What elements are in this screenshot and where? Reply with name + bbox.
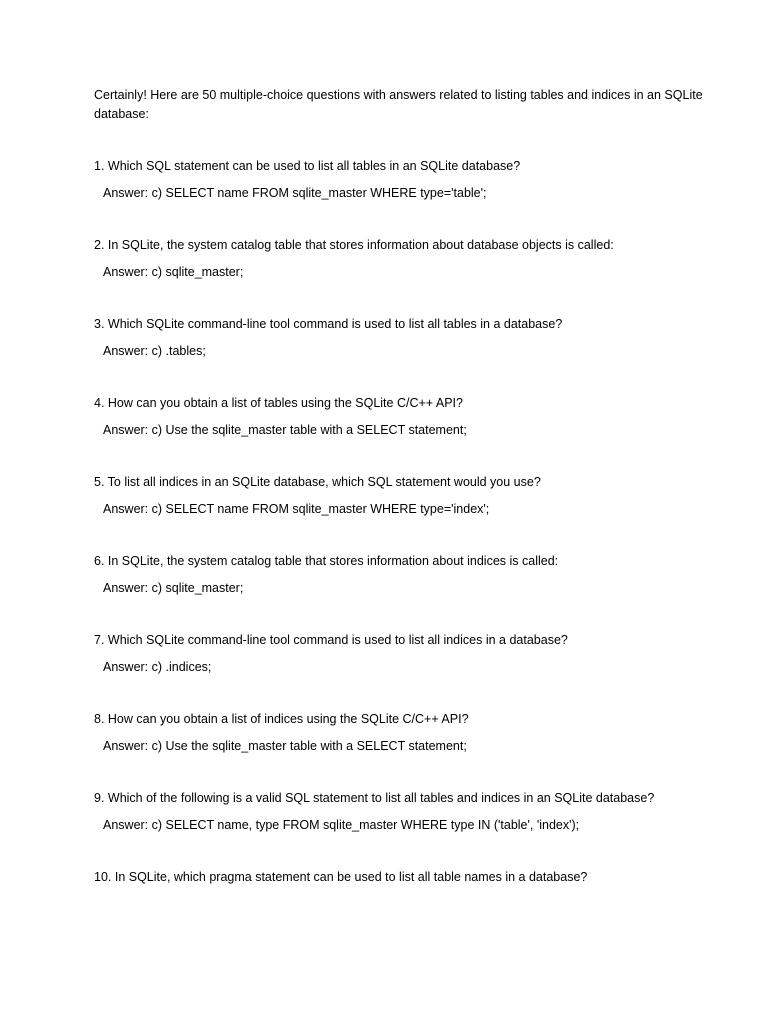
qa-item — [94, 157, 704, 203]
answer-text: Answer: c) Use the sqlite_master table with a SELECT statement; — [103, 739, 467, 753]
question-text: 2. In SQLite, the system catalog table that stores information about database objects is called: — [94, 238, 614, 252]
question-text: 9. Which of the following is a valid SQL statement to list all tables and indices in an SQLite database? — [94, 791, 655, 805]
question-text: 10. In SQLite, which pragma statement can be used to list all table names in a database? — [94, 870, 588, 884]
question-text: 5. To list all indices in an SQLite database, which SQL statement would you use? — [94, 475, 541, 489]
question-text: 4. How can you obtain a list of tables using the SQLite C/C++ API? — [94, 396, 463, 410]
qa-item — [94, 789, 704, 835]
qa-item — [94, 394, 704, 440]
answer-text: Answer: c) Use the sqlite_master table with a SELECT statement; — [103, 423, 467, 437]
qa-item — [94, 710, 704, 756]
question-text: 8. How can you obtain a list of indices using the SQLite C/C++ API? — [94, 712, 469, 726]
question-text: 7. Which SQLite command-line tool command is used to list all indices in a database? — [94, 633, 568, 647]
qa-item — [94, 236, 704, 282]
question-text: 1. Which SQL statement can be used to list all tables in an SQLite database? — [94, 159, 521, 173]
answer-text: Answer: c) sqlite_master; — [103, 581, 244, 595]
answer-text: Answer: c) .indices; — [103, 660, 212, 674]
document-content — [94, 86, 704, 920]
answer-text: Answer: c) sqlite_master; — [103, 265, 244, 279]
qa-item — [94, 473, 704, 519]
qa-item — [94, 315, 704, 361]
answer-text: Answer: c) SELECT name, type FROM sqlite_master WHERE type IN ('table', 'index'); — [103, 818, 580, 832]
question-text: 3. Which SQLite command-line tool command is used to list all tables in a database? — [94, 317, 563, 331]
qa-item — [94, 868, 704, 887]
question-text: 6. In SQLite, the system catalog table that stores information about indices is called: — [94, 554, 559, 568]
intro-paragraph: Certainly! Here are 50 multiple-choice questions with answers related to listing tables and indices in an SQLite database: — [94, 88, 703, 121]
qa-item — [94, 631, 704, 677]
answer-text: Answer: c) SELECT name FROM sqlite_master WHERE type='index'; — [103, 502, 490, 516]
answer-text: Answer: c) SELECT name FROM sqlite_master WHERE type='table'; — [103, 186, 487, 200]
qa-item — [94, 552, 704, 598]
answer-text: Answer: c) .tables; — [103, 344, 206, 358]
